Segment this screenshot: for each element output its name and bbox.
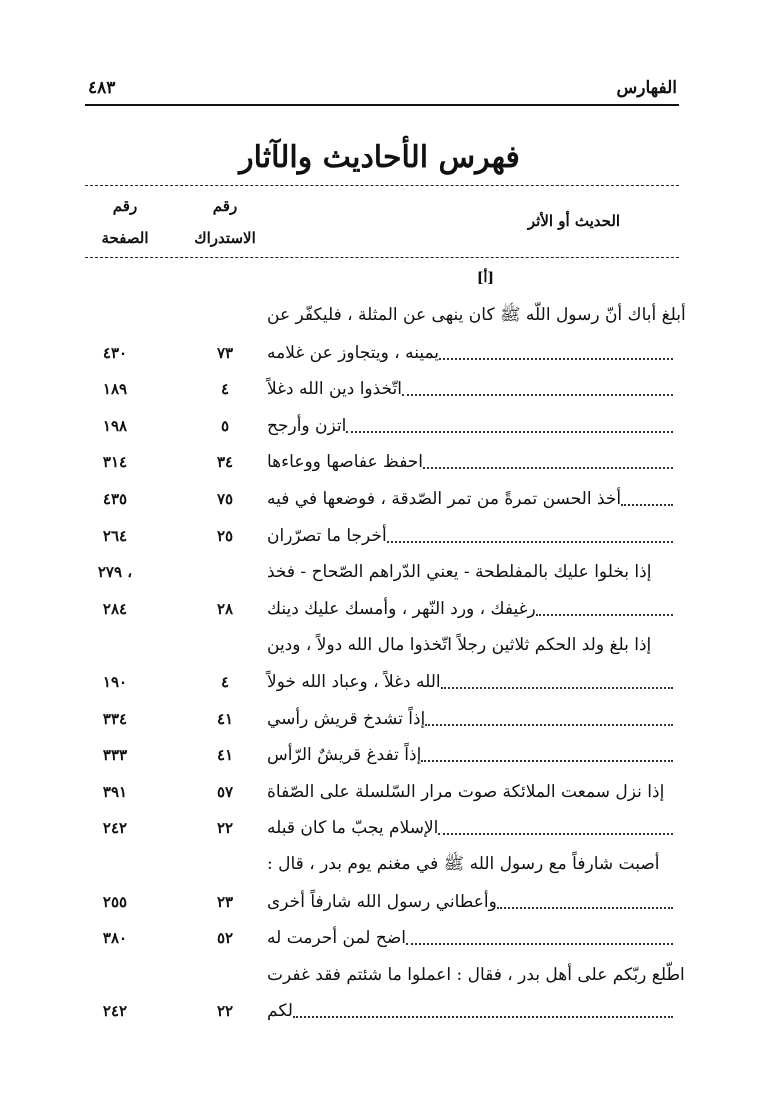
entry-ref-number: ٢٣ (216, 892, 234, 911)
index-entry (85, 554, 679, 590)
entry-text-line (267, 408, 679, 444)
entry-text-line (267, 847, 679, 883)
entry-text: أبلغ أباك أنّ رسول اللّه ﷺ كان ينهى عن المثلة ، فليكفّر عن (267, 304, 686, 325)
entry-text: أخرجا ما تصرّران (267, 525, 387, 546)
entry-text-line (267, 554, 679, 590)
entry-page-number: ٢٨٤ (102, 599, 128, 618)
entry-page-number: ٣٣٤ (102, 709, 128, 728)
index-entry (85, 993, 679, 1029)
dot-leader (497, 907, 673, 909)
index-entry (85, 335, 679, 371)
entry-text-line (267, 627, 679, 663)
entry-ref-number (195, 957, 255, 993)
entry-page-number: ١٩٠ (102, 673, 128, 691)
table-top-rule (85, 185, 679, 186)
entry-ref-number (195, 627, 255, 663)
entry-text-line (267, 920, 679, 956)
entry-text-line (267, 884, 679, 920)
entry-text-line (267, 481, 679, 517)
entry-page-number: ١٩٨ (102, 416, 128, 435)
entry-text-line (267, 701, 679, 737)
index-entry (85, 847, 679, 883)
entry-ref-number: ٢٨ (216, 599, 234, 618)
entry-ref-number: ٢٢ (216, 819, 234, 838)
entry-ref-number: ٧٣ (216, 343, 234, 362)
dot-leader (439, 358, 673, 360)
entry-ref-number: ٧٥ (216, 490, 234, 508)
entry-text: إذا بخلوا عليك بالمفلطحة - يعني الدّراهم الصّحاح - فخذ (267, 562, 652, 583)
entry-page-number (85, 298, 145, 334)
entry-text-line (267, 371, 679, 407)
column-header-ref (180, 190, 270, 254)
entry-ref-number: ٣٤ (216, 453, 234, 472)
entry-text-line (267, 591, 679, 627)
dot-leader (387, 541, 673, 543)
entry-text-line (267, 774, 679, 810)
index-entry (85, 810, 679, 846)
dot-leader (425, 724, 673, 726)
entry-text: أصبت شارفاً مع رسول الله ﷺ في مغنم يوم بدر ، قال : (267, 853, 660, 874)
entry-text: اتزن وأرجح (267, 415, 347, 436)
index-entry (85, 298, 686, 334)
entry-page-number: ٤٣٥ (102, 490, 128, 508)
index-entry (85, 627, 679, 663)
index-entry (85, 371, 679, 407)
entry-page-number (85, 847, 145, 883)
entry-text: وأعطاني رسول الله شارفاً أخرى (267, 891, 497, 912)
header-rule (85, 104, 679, 106)
index-entry (85, 518, 679, 554)
dot-leader (402, 394, 673, 396)
column-header-ref-line2: الاستدراك (194, 229, 256, 247)
entry-text: إذاً تشدخ قريش رأسي (267, 708, 426, 729)
entry-text: احفظ عفاصها ووعاءها (267, 452, 424, 473)
dot-leader (536, 614, 673, 616)
entry-text: الإسلام يجبّ ما كان قبله (267, 818, 439, 839)
dot-leader (423, 467, 673, 469)
entry-ref-number: ٤ (220, 673, 230, 691)
entry-ref-number: ٤١ (216, 746, 234, 765)
dot-leader (406, 943, 673, 945)
entry-text: رغيفك ، ورد النّهر ، وأمسك عليك دينك (267, 598, 536, 619)
entry-text-line (267, 993, 679, 1029)
entry-text-line (267, 444, 679, 480)
entry-text-line (267, 335, 679, 371)
dot-leader (438, 833, 673, 835)
entry-text: يمينه ، ويتجاوز عن غلامه (267, 342, 440, 363)
entry-text-line (267, 737, 679, 773)
entry-page-number: ٢٧٩ ، (97, 563, 133, 582)
index-entry (85, 920, 679, 956)
column-header-page (85, 190, 165, 254)
entry-ref-number: ٢٥ (216, 526, 234, 545)
entry-page-number: ٣٩١ (102, 782, 128, 801)
entry-text-line (267, 664, 679, 700)
table-header-rule (85, 257, 679, 258)
entry-ref-number: ٥٢ (216, 929, 234, 948)
entry-ref-number (195, 847, 255, 883)
entry-text: اطّلع ربّكم على أهل بدر ، فقال : اعملوا ما شئتم فقد غفرت (267, 964, 685, 985)
dot-leader (346, 431, 673, 433)
page-number: ٤٨٣ (88, 78, 116, 98)
entry-page-number: ٢٥٥ (102, 892, 128, 911)
entry-page-number: ٣٣٣ (102, 746, 128, 765)
entry-ref-number (195, 298, 255, 334)
column-header-ref-line1: رقم (212, 197, 238, 215)
column-header-page-line1: رقم (112, 197, 138, 215)
entry-page-number (85, 957, 145, 993)
entry-text: الله دغلاً ، وعباد الله خولاً (267, 672, 441, 692)
index-entry (85, 591, 679, 627)
entry-ref-number: ٢٢ (216, 1002, 234, 1021)
column-header-text (474, 205, 674, 237)
index-title: فهرس الأحاديث والآثار (239, 140, 520, 175)
entry-ref-number: ٥ (220, 416, 230, 435)
index-entry (85, 774, 679, 810)
entry-text-line (267, 810, 679, 846)
section-letter: [أ] (476, 270, 494, 286)
entry-page-number: ٢٤٢ (102, 1002, 128, 1021)
entry-text: اضح لمن أحرمت له (267, 928, 406, 949)
entry-page-number: ٣١٤ (102, 453, 128, 472)
entry-ref-number: ٥٧ (216, 782, 234, 801)
running-head (85, 74, 677, 104)
dot-leader (441, 687, 673, 689)
index-entry (85, 884, 679, 920)
entry-ref-number: ٤ (220, 380, 230, 399)
running-title: الفهارس (616, 78, 677, 98)
entry-text-line (267, 957, 685, 993)
entry-page-number: ١٨٩ (102, 380, 128, 399)
column-header-page-line2: الصفحة (101, 229, 149, 247)
dot-leader (621, 504, 673, 506)
entry-ref-number: ٤١ (216, 709, 234, 728)
index-entry (85, 737, 679, 773)
column-header-text-label: الحديث أو الأثر (527, 212, 621, 230)
entry-text: لكم (267, 1001, 293, 1022)
dot-leader (293, 1016, 673, 1018)
entry-text-line (267, 298, 686, 334)
index-entry (85, 957, 685, 993)
entry-text: أخذ الحسن تمرةً من تمر الصّدقة ، فوضعها في فيه (267, 489, 622, 509)
entry-ref-number (195, 554, 255, 590)
index-entry (85, 444, 679, 480)
dot-leader (421, 760, 673, 762)
entry-page-number: ٤٣٠ (102, 343, 128, 362)
entry-page-number (85, 627, 145, 663)
entry-text: إذا نزل سمعت الملائكة صوت مرار السّلسلة على الصّفاة (267, 781, 665, 802)
index-entry (85, 701, 679, 737)
index-entry (85, 481, 679, 517)
entry-text-line (267, 518, 679, 554)
entry-page-number: ٢٦٤ (102, 526, 128, 545)
entry-text: إذاً تفدغ قريشٌ الرّأس (267, 745, 422, 766)
index-entry (85, 408, 679, 444)
entry-page-number: ٣٨٠ (102, 929, 128, 948)
entry-text: اتّخذوا دين الله دغلاً (267, 379, 402, 400)
index-entry (85, 664, 679, 700)
entry-text: إذا بلغ ولد الحكم ثلاثين رجلاً اتّخذوا مال الله دولاً ، ودين (267, 635, 652, 656)
entry-page-number: ٢٤٢ (102, 819, 128, 838)
